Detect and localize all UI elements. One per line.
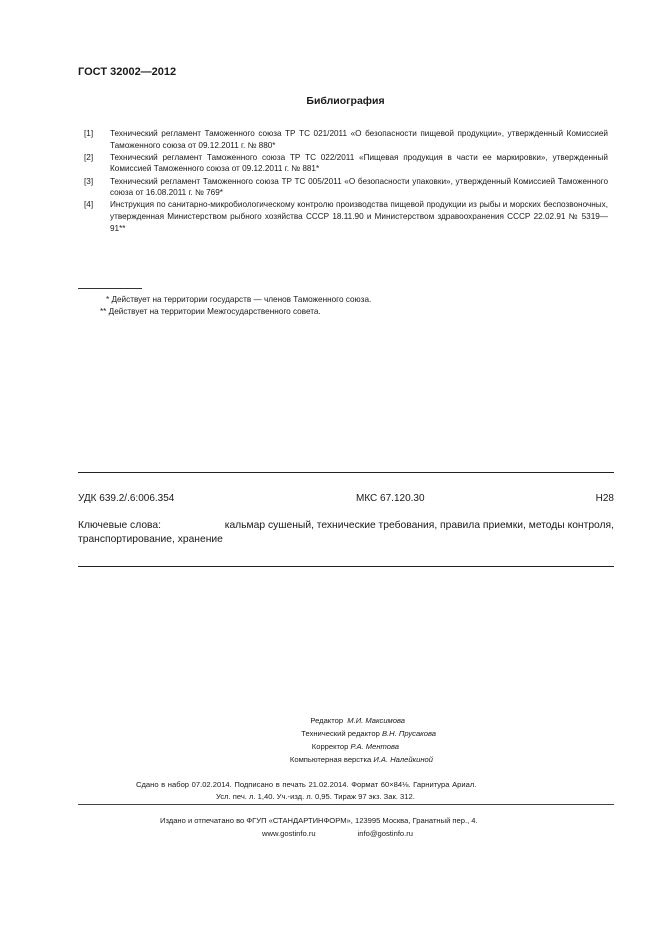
keywords-text: кальмар сушеный, технические требования, правила приемки, методы контроля, bbox=[224, 520, 614, 531]
keywords bbox=[78, 519, 614, 547]
bibliography-item-number: [2] bbox=[84, 152, 94, 162]
category-code: Н28 bbox=[595, 493, 614, 504]
divider bbox=[78, 804, 614, 805]
imprint-line: Сдано в набор 07.02.2014. Подписано в печать 21.02.2014. Формат 60×84⅛. Гарнитура Ариал. bbox=[136, 780, 477, 789]
credit-role: Корректор bbox=[311, 742, 349, 751]
credit-role: Технический редактор bbox=[301, 729, 380, 738]
bibliography-item-text: Технический регламент Таможенного союза ТР ТС 021/2011 «О безопасности пищевой продукции», утвержденный Комиссией Таможенного союза от 09.12.2011 г. № 880* bbox=[110, 129, 608, 150]
credit-layout bbox=[140, 755, 433, 764]
credit-role: Редактор bbox=[310, 716, 344, 725]
credit-editor bbox=[140, 716, 405, 725]
divider bbox=[78, 566, 614, 567]
bibliography-item-text: Технический регламент Таможенного союза ТР ТС 022/2011 «Пищевая продукция в части ее маркировки», утвержденный Комиссией Таможенного союза от 09.12.2011 г. № 881* bbox=[110, 152, 608, 174]
credit-name: И.А. Налейкиной bbox=[373, 755, 433, 764]
publisher-info: Издано и отпечатано во ФГУП «СТАНДАРТИНФОРМ», 123995 Москва, Гранатный пер., 4. bbox=[160, 816, 478, 825]
bibliography-item bbox=[84, 176, 608, 199]
credit-name: М.И. Максимова bbox=[347, 716, 405, 725]
bibliography-item-text: Инструкция по санитарно-микробиологическому контролю производства пищевой продукции из рыбы и морских беспозвоночных, утвержденная Министерством рыбного хозяйства СССР 18.11.90 и Министерством здравоохранения СССР 22.02.91 № 5319—91** bbox=[110, 200, 608, 233]
bibliography-item-number: [4] bbox=[84, 200, 94, 210]
bibliography-title: Библиография bbox=[306, 95, 385, 107]
bibliography-item-text: Технический регламент Таможенного союза ТР ТС 005/2011 «О безопасности упаковки», утвержденный Комиссией Таможенного союза от 16.08.2011 г. № 769* bbox=[110, 176, 608, 198]
publisher-contacts bbox=[262, 829, 413, 838]
bibliography-item-number: [1] bbox=[84, 129, 94, 138]
footnote-divider bbox=[78, 288, 142, 289]
mks-code: МКС 67.120.30 bbox=[356, 493, 425, 504]
footnote: * Действует на территории государств — членов Таможенного союза. bbox=[106, 295, 372, 304]
credit-proofreader bbox=[140, 742, 399, 751]
footnote: ** Действует на территории Межгосударственного совета. bbox=[100, 307, 321, 316]
credit-name: Р.А. Ментова bbox=[350, 742, 399, 751]
divider bbox=[78, 472, 614, 473]
keywords-label: Ключевые слова: bbox=[78, 520, 161, 531]
bibliography-item bbox=[84, 128, 608, 151]
website-link[interactable]: www.gostinfo.ru bbox=[262, 829, 316, 838]
email-link[interactable]: info@gostinfo.ru bbox=[357, 829, 414, 838]
bibliography-item-number: [3] bbox=[84, 176, 94, 186]
credit-name: В.Н. Прусакова bbox=[382, 729, 436, 738]
document-header: ГОСТ 32002—2012 bbox=[78, 66, 177, 78]
credit-role: Компьютерная верстка bbox=[289, 755, 372, 764]
bibliography-item bbox=[84, 152, 608, 175]
bibliography-item bbox=[84, 199, 608, 234]
udk-code: УДК 639.2/.6:006.354 bbox=[78, 493, 175, 504]
keywords-text-continued: транспортирование, хранение bbox=[78, 534, 223, 545]
bibliography-list bbox=[84, 128, 608, 235]
credit-tech-editor bbox=[140, 729, 436, 738]
imprint-line: Усл. печ. л. 1,40. Уч.-изд. л. 0,95. Тираж 97 экз. Зак. 312. bbox=[216, 792, 415, 801]
